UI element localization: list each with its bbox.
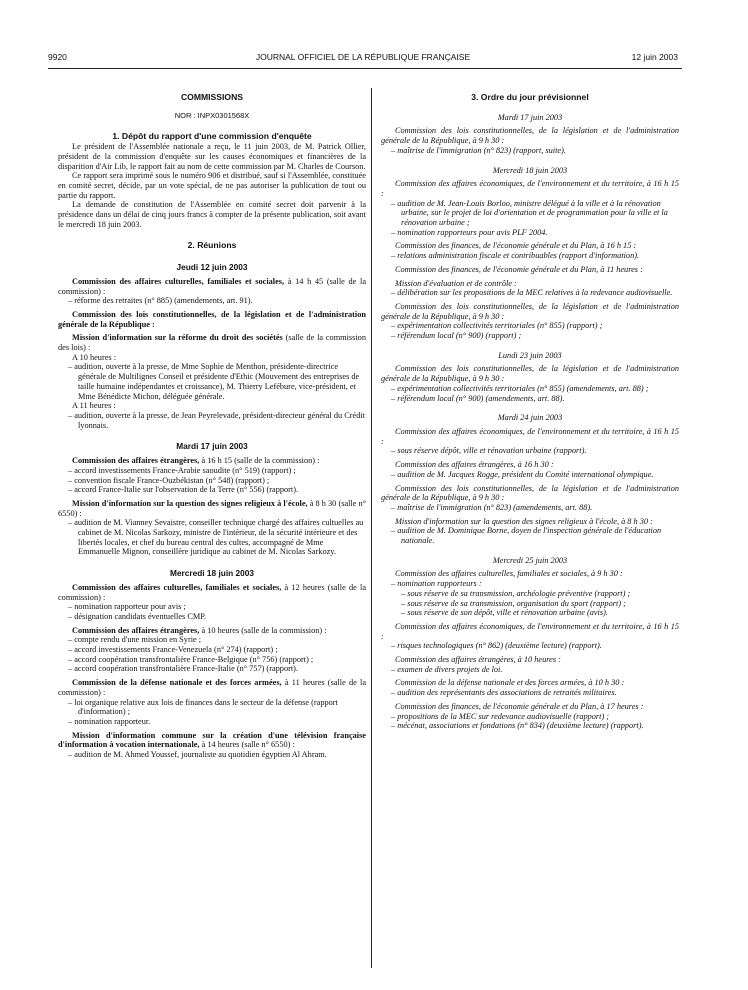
committee-entry: Commission de la défense nationale et des forces armées, à 10 h 30 : — [395, 678, 625, 688]
agenda-item: – audition de M. Jean-Louis Borloo, ministre délégué à la ville et à la rénovation urbaine, sur le projet de loi d'orientation et de programmation pour la ville et la rénovation urbaine ; — [391, 198, 668, 228]
agenda-item: – audition des représentants des associations de retraités militaires. — [391, 688, 617, 698]
agenda-subitem: – sous réserve de sa transmission, organisation du sport (rapport) ; — [401, 598, 626, 608]
agenda-item: – référendum local (n° 900) (rapport) ; — [391, 331, 522, 341]
heading-meetings: 2. Réunions — [187, 240, 237, 251]
agenda-item: – examen de divers projets de loi. — [391, 664, 503, 674]
agenda-item: – mécénat, associations et fondations (n° 834) (deuxième lecture) (rapport). — [391, 721, 644, 731]
committee-entry — [58, 583, 366, 602]
agenda-item: – désignation candidats éventuelles CMP. — [68, 611, 207, 621]
committee-entry: Commission des finances, de l'économie générale et du Plan, à 16 h 15 : — [395, 241, 637, 251]
agenda-subitem: – sous réserve de son dépôt, ville et rénovation urbaine (avis). — [401, 608, 608, 618]
committee-time: à 14 heures (salle n° 6550) : — [201, 740, 295, 750]
mission-name: Mission d'information commune sur la création d'une télévision française d'information à vocation internationale, — [58, 730, 366, 750]
day-heading: Mardi 17 juin 2003 — [176, 441, 248, 452]
committee-entry — [58, 456, 366, 466]
agenda-item: – accord investissements France-Arabie saoudite (n° 519) (rapport) ; — [68, 465, 296, 475]
day-heading: Lundi 23 juin 2003 — [498, 350, 562, 360]
committee-entry — [58, 333, 366, 352]
committee-name: Commission des affaires culturelles, familiales et sociales, — [72, 582, 282, 592]
agenda-item: – délibération sur les propositions de la MEC relatives à la redevance audiovisuelle. — [391, 288, 673, 298]
committee-time: à 8 h 30 (salle n° 6550) : — [58, 498, 366, 518]
day-heading: Mercredi 18 juin 2003 — [170, 568, 254, 579]
agenda-item: – maîtrise de l'immigration (n° 823) (rapport, suite). — [391, 145, 566, 155]
day-heading: Jeudi 12 juin 2003 — [176, 262, 248, 273]
committee-time: à 12 heures (salle de la commission) : — [58, 582, 367, 602]
committee-entry: Commission des lois constitutionnelles, de la législation et de l'administration générale de la République, à 9 h 30 : — [381, 483, 679, 503]
agenda-item: – loi organique relative aux lois de finances dans le secteur de la défense (rapport d'information) ; — [68, 697, 338, 717]
committee-entry — [58, 626, 366, 636]
agenda-item: – audition de M. Dominique Borne, doyen de l'inspection générale de l'éducation nationale. — [391, 526, 662, 546]
agenda-item: – réforme des retraites (n° 885) (amendements, art. 91). — [68, 296, 253, 306]
agenda-item: – expérimentation collectivités territoriales (n° 855) (rapport) ; — [391, 321, 603, 331]
agenda-item: – audition de M. Ahmed Youssef, journaliste au quotidien égyptien Al Ahram. — [68, 750, 327, 760]
committee-name: Commission des affaires étrangères, — [72, 625, 200, 635]
committee-entry: Commission des lois constitutionnelles, de la législation et de l'administration générale de la République, à 9 h 30 : — [381, 301, 679, 321]
committee-entry — [58, 499, 366, 518]
paragraph: Le président de l'Assemblée nationale a reçu, le 11 juin 2003, de M. Patrick Ollier, président de la commission d'enquête sur les causes économiques et financières de la disparition d'Air Lib, le rapport fait au nom de cette commission par M. Charles de Courson. — [58, 142, 366, 171]
time-label: A 11 heures : — [72, 401, 116, 411]
committee-time: à 10 heures (salle de la commission) : — [201, 625, 327, 635]
heading-deposit: 1. Dépôt du rapport d'une commission d'enquête — [112, 131, 312, 142]
column-divider — [371, 88, 372, 968]
agenda-item: – convention fiscale France-Ouzbékistan (n° 548) (rapport) ; — [68, 475, 270, 485]
mission-name: Mission d'information sur la question des signes religieux à l'école, — [72, 498, 308, 508]
committee-entry — [58, 678, 366, 697]
committee-name: Commission des lois constitutionnelles, de la législation et de l'administration générale de la République : — [58, 309, 366, 329]
left-column — [58, 93, 366, 760]
mission-entry: Mission d'information sur la question des signes religieux à l'école, à 8 h 30 : — [395, 516, 653, 526]
committee-name: Commission des affaires culturelles, familiales et sociales, — [72, 276, 285, 286]
agenda-item: – relations administration fiscale et contribuables (rapport d'information). — [391, 251, 640, 261]
agenda-item: – nomination rapporteurs : — [391, 579, 482, 589]
committee-entry — [58, 277, 366, 296]
agenda-item: – audition de M. Jacques Rogge, président du Comité international olympique. — [391, 469, 654, 479]
day-heading: Mercredi 25 juin 2003 — [492, 555, 568, 565]
agenda-item: – audition, ouverte à la presse, de Mme Sophie de Menthon, présidente-directrice générale de Multilignes Conseil et présidente d'Ethic (Mouvement des entreprises de taille humaine indépendantes et croissance), M. Thierry Lefébure, vice-président, et Mme Bénédicte Michon, déléguée générale. — [68, 362, 360, 401]
header-rule — [48, 68, 682, 69]
agenda-item: – sous réserve dépôt, ville et rénovation urbaine (rapport). — [391, 446, 587, 456]
committee-entry: Commission des affaires économiques, de l'environnement et du territoire, à 16 h 15 : — [381, 179, 679, 198]
committee-time: (salle de la commission des lois) : — [58, 333, 366, 353]
issue-date: 12 juin 2003 — [631, 52, 678, 62]
agenda-item: – accord coopération transfrontalière France-Belgique (n° 756) (rapport) ; — [68, 654, 314, 664]
day-heading: Mardi 17 juin 2003 — [497, 112, 563, 122]
page-header — [48, 52, 678, 66]
agenda-item: – audition de M. Vianney Sevaistre, conseiller technique chargé des affaires cultuelles au cabinet de M. Nicolas Sarkozy, ministre de l'intérieur, de la sécurité intérieure et des libertés locales, et chef du bureau central des cultes, accompagné de Mme Emmanuelle Mignon, conseillère juridique au cabinet de M. Nicolas Sarkozy. — [68, 518, 364, 557]
committee-name: Commission des affaires étrangères, — [72, 456, 200, 466]
agenda-item: – accord coopération transfrontalière France-Italie (n° 757) (rapport). — [68, 664, 298, 674]
agenda-item: – nomination rapporteur pour avis ; — [68, 602, 186, 612]
agenda-item: – référendum local (n° 900) (amendements, art. 88). — [391, 393, 565, 403]
agenda-item: – maîtrise de l'immigration (n° 823) (amendements, art. 88). — [391, 502, 593, 512]
heading-agenda: 3. Ordre du jour prévisionnel — [471, 92, 589, 102]
agenda-item: – audition, ouverte à la presse, de Jean Peyrelevade, président-directeur général du Crédit lyonnais. — [68, 410, 365, 430]
committee-entry: Commission des affaires économiques, de l'environnement et du territoire, à 16 h 15 : — [381, 621, 679, 641]
time-label: A 10 heures : — [72, 352, 117, 362]
day-heading: Mardi 24 juin 2003 — [497, 413, 563, 423]
journal-title: JOURNAL OFFICIEL DE LA RÉPUBLIQUE FRANÇAISE — [255, 52, 471, 62]
mission-entry: Mission d'évaluation et de contrôle : — [395, 278, 517, 288]
committee-entry: Commission des affaires économiques, de l'environnement et du territoire, à 16 h 15 : — [381, 426, 679, 446]
agenda-item: – risques technologiques (n° 862) (deuxième lecture) (rapport). — [391, 641, 602, 651]
committee-time: à 11 heures (salle de la commission) : — [58, 678, 367, 697]
agenda-subitem: – sous réserve de sa transmission, archéologie préventive (rapport) ; — [401, 588, 631, 598]
committee-entry: Commission des finances, de l'économie générale et du Plan, à 11 heures : — [395, 264, 643, 274]
agenda-item: – accord France-Italie sur l'observation de la Terre (n° 556) (rapport). — [68, 485, 299, 495]
committee-entry: Commission des lois constitutionnelles, de la législation et de l'administration générale de la République, à 9 h 30 : — [381, 126, 679, 146]
committee-time: à 14 h 45 (salle de la commission) : — [58, 276, 367, 296]
agenda-item: – nomination rapporteur. — [68, 716, 151, 726]
paragraph: Ce rapport sera imprimé sous le numéro 906 et distribué, sauf si l'Assemblée, constituée en comité secret, décide, par un vote spécial, de ne pas autoriser la publication de tout ou partie du rapport. — [58, 171, 366, 200]
day-heading: Mercredi 18 juin 2003 — [492, 165, 568, 175]
agenda-item: – nomination rapporteurs pour avis PLF 2004. — [391, 227, 548, 237]
committee-entry — [58, 731, 366, 750]
committee-entry: Commission des finances, de l'économie générale et du Plan, à 17 heures : — [395, 701, 644, 711]
section-title: COMMISSIONS — [180, 92, 244, 102]
committee-entry: Commission des lois constitutionnelles, de la législation et de l'administration générale de la République, à 9 h 30 : — [381, 364, 679, 384]
agenda-item: – accord investissements France-Venezuela (n° 274) (rapport) ; — [68, 645, 278, 655]
agenda-item: – expérimentation collectivités territoriales (n° 855) (amendements, art. 88) ; — [391, 383, 649, 393]
nor-reference: NOR : INPX0301568X — [174, 110, 250, 120]
mission-name: Mission d'information sur la réforme du droit des sociétés — [72, 333, 283, 343]
paragraph: La demande de constitution de l'Assemblée en comité secret doit parvenir à la présidence dans un délai de cinq jours francs à compter de la présente publication, soit avant le mercredi 18 juin 2003. — [58, 200, 366, 229]
committee-time: à 16 h 15 (salle de la commission) : — [201, 456, 320, 466]
committee-entry: Commission des affaires étrangères, à 10 heures : — [395, 655, 561, 665]
right-column — [381, 93, 679, 731]
committee-name: Commission de la défense nationale et des forces armées, — [72, 678, 282, 688]
committee-entry: Commission des affaires étrangères, à 16 h 30 : — [395, 460, 554, 470]
agenda-item: – propositions de la MEC sur redevance audiovisuelle (rapport) ; — [391, 711, 610, 721]
committee-entry: Commission des affaires culturelles, familiales et sociales, à 9 h 30 : — [395, 569, 623, 579]
page-number: 9920 — [48, 52, 67, 62]
agenda-item: – compte rendu d'une mission en Syrie ; — [68, 635, 202, 645]
